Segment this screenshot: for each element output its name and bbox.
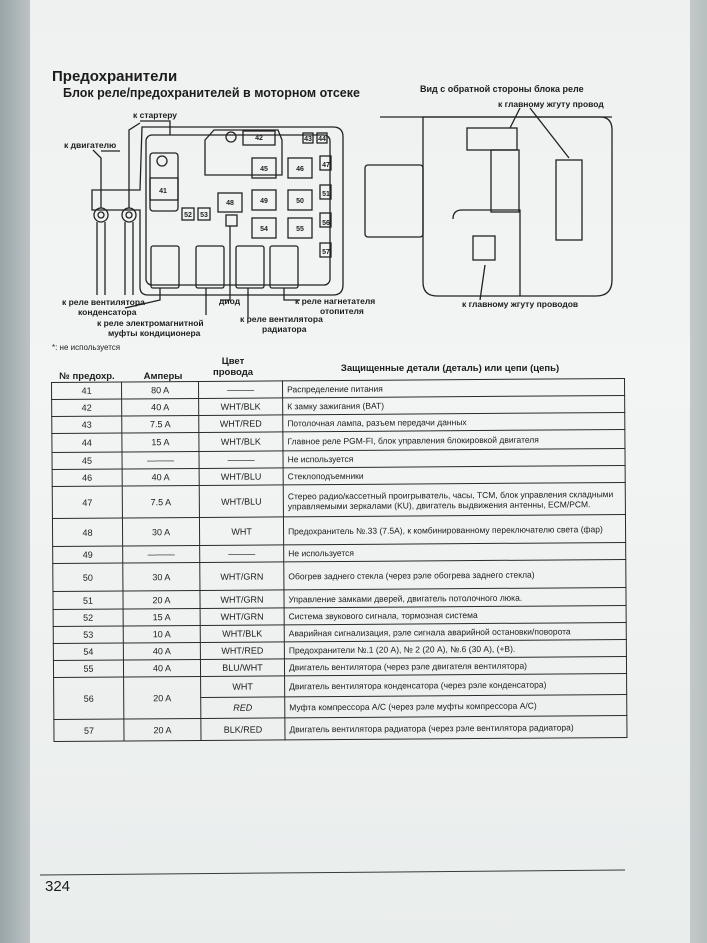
cell-wire-color: WHT [199,517,283,546]
cell-wire-color: WHT/RED [199,415,283,433]
cell-description: Двигатель вентилятора радиатора (через рэле вентилятора радиатора) [285,715,627,739]
cell-description: Обогрев заднего стекла (через рэле обогрева заднего стекла) [284,559,626,589]
svg-text:43: 43 [304,136,312,143]
cell-wire-color: WHT/GRN [200,590,284,609]
svg-text:52: 52 [184,212,192,219]
cell-amps: ——— [122,451,199,469]
cell-amps: 40 A [123,659,200,677]
svg-text:46: 46 [296,166,304,173]
cell-description: Главное реле PGM-FI, блок управления блокировкой двигателя [283,429,625,450]
relay-heater-blower [270,246,298,288]
relay-ac-clutch [196,246,224,288]
page-subtitle: Блок реле/предохранителей в моторном отсеке [63,86,360,100]
cell-description: Предохранители №.1 (20 A), № 2 (20 A), №.6 (30 A), (+B). [284,639,626,658]
cell-description: К замку зажигания (BAT) [283,395,625,414]
diode [226,215,237,226]
cell-amps: 40 A [123,642,200,660]
table-row [52,482,625,518]
svg-text:49: 49 [260,198,268,205]
cell-amps: 80 A [122,381,199,399]
cell-wire-color: WHT/BLK [200,625,284,643]
cell-wire-color: BLU/WHT [200,659,284,677]
cell-wire-color: ——— [200,545,284,563]
table-row [54,715,627,741]
page-number: 324 [45,878,71,895]
cell-fuse-number: 49 [53,546,123,563]
cell-wire-color: ——— [199,451,283,469]
table-row [52,514,625,546]
label-starter: к стартеру [133,110,178,120]
label-main-harness-bottom: к главному жгуту проводов [462,299,579,309]
svg-text:53: 53 [200,212,208,219]
fuse-table [51,378,627,742]
cell-description: Не используется [284,542,626,561]
relay-radiator-fan [236,246,264,288]
label-heater-relay-1: к реле нагнетателя [295,296,376,306]
cell-description: Двигатель вентилятора конденсатора (через рэле конденсатора) [285,673,627,696]
cell-amps: 10 A [123,625,200,643]
label-fan-relay-1: к реле вентилятора [62,297,145,307]
cell-description: Потолочная лампа, разъем передачи данных [283,412,625,431]
cell-description: Не используется [283,448,625,467]
cell-fuse-number: 46 [52,469,122,486]
svg-text:51: 51 [322,191,330,198]
label-clutch-relay-1: к реле электромагнитной [97,318,204,328]
header-fuse-number: № предохр. [59,371,115,382]
svg-text:56: 56 [322,220,330,227]
svg-text:47: 47 [322,162,330,169]
cell-wire-color: RED [201,697,285,719]
cell-fuse-number: 54 [53,643,123,660]
cell-description: Система звукового сигнала, тормозная система [284,605,626,624]
label-clutch-relay-2: муфты кондиционера [108,328,201,338]
cell-wire-color: WHT/RED [200,642,284,660]
label-fan-relay-2: конденсатора [78,307,137,317]
svg-text:48: 48 [226,200,234,207]
svg-text:41: 41 [159,188,167,195]
cell-fuse-number: 43 [52,416,122,433]
cell-fuse-number: 48 [52,518,122,546]
svg-text:45: 45 [260,166,268,173]
cell-wire-color: WHT/BLU [199,468,283,486]
not-used-note: *: не используется [52,343,121,352]
label-heater-relay-2: отопителя [320,306,364,316]
label-rad-relay-2: радиатора [262,324,307,334]
cell-amps: ——— [123,545,200,563]
cell-fuse-number: 50 [53,563,123,591]
cell-description: Предохранитель №.33 (7.5A), к комбинированному переключателю света (фар) [283,514,625,544]
cell-amps: 20 A [123,590,200,609]
cell-wire-color: BLK/RED [201,718,285,741]
cell-fuse-number: 44 [52,433,122,452]
cell-amps: 20 A [124,676,201,719]
cell-fuse-number: 45 [52,452,122,469]
relay-condenser-fan [151,246,179,288]
cell-fuse-number: 56 [54,677,124,719]
cell-amps: 7.5 A [122,485,199,518]
cell-description: Муфта компрессора A/C (через рэле муфты компрессора A/C) [285,694,627,717]
cell-fuse-number: 53 [53,626,123,643]
rear-view-caption: Вид с обратной стороны блока реле [420,84,584,94]
cell-amps: 15 A [123,608,200,626]
cell-amps: 30 A [122,517,199,546]
cell-description: Аварийная сигнализация, рэле сигнала аварийной остановки/поворота [284,622,626,641]
cell-fuse-number: 55 [53,660,123,677]
cell-amps: 7.5 A [122,415,199,433]
cell-fuse-number: 42 [52,399,122,416]
cell-fuse-number: 41 [52,382,122,399]
label-diode: диод [219,296,241,306]
header-description: Защищенные детали (деталь) или цепи (цепь) [340,363,560,374]
cell-wire-color: WHT [201,676,285,698]
svg-text:57: 57 [322,249,330,256]
label-engine: к двигателю [64,140,117,150]
cell-fuse-number: 47 [52,486,122,518]
cell-description: Двигатель вентилятора (через рэле двигателя вентилятора) [284,656,626,675]
table-row [53,559,626,591]
label-rad-relay-1: к реле вентилятора [240,314,323,324]
svg-text:44: 44 [318,136,326,143]
cell-amps: 30 A [123,562,200,591]
cell-wire-color: WHT/GRN [200,562,284,591]
cell-amps: 15 A [122,432,199,452]
cell-wire-color: WHT/BLU [199,485,283,518]
cell-description: Управление замками дверей, двигатель потолочного люка. [284,587,626,607]
cell-amps: 20 A [124,718,201,741]
cell-amps: 40 A [122,398,199,416]
header-wire-color: Цвет провода [212,356,254,378]
cell-wire-color: WHT/BLK [199,398,283,416]
cell-fuse-number: 57 [54,719,124,741]
svg-text:54: 54 [260,226,268,233]
cell-wire-color: ——— [198,381,282,399]
cell-fuse-number: 51 [53,591,123,609]
label-main-harness-top: к главному жгуту провод [498,99,604,109]
cell-amps: 40 A [122,468,199,486]
cell-wire-color: WHT/BLK [199,432,283,452]
cell-wire-color: WHT/GRN [200,608,284,626]
svg-text:50: 50 [296,198,304,205]
svg-text:55: 55 [296,226,304,233]
cell-description: Стеклоподъемники [283,465,625,484]
svg-text:42: 42 [255,135,263,142]
header-amps: Амперы [143,371,183,382]
cell-fuse-number: 52 [53,609,123,626]
cell-description: Стерео радио/кассетный проигрыватель, часы, TCM, блок управления складными управляемыми зеркалами (KU), двигатель выдвижения антенны, ECM/PCM. [283,482,625,516]
page-title: Предохранители [52,68,178,85]
cell-description: Распределение питания [282,378,624,397]
